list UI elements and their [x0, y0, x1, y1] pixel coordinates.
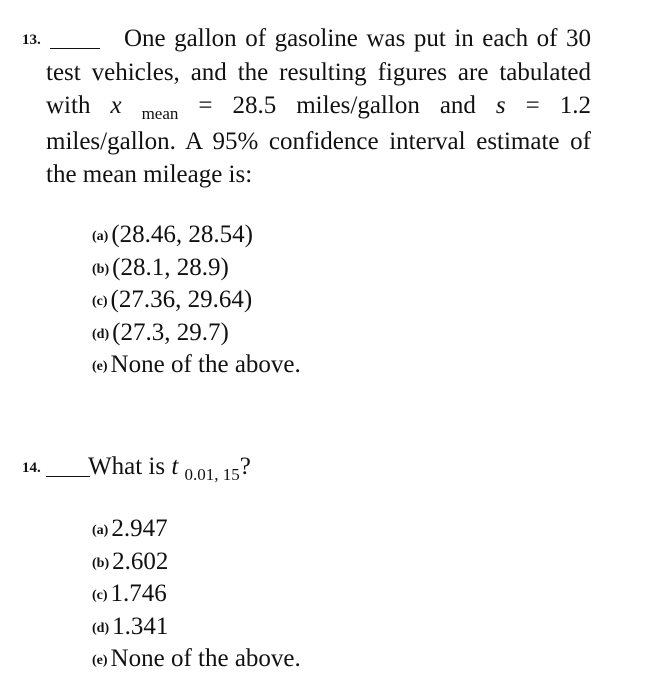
option-letter: (b) — [92, 261, 110, 277]
question-13-number: 13. — [22, 32, 41, 48]
option-text: (28.1, 28.9) — [112, 253, 229, 281]
question-14-suffix: ? — [239, 453, 251, 480]
question-13-text — [46, 22, 591, 192]
question-14-option-c — [92, 578, 301, 611]
question-13-option-a — [92, 219, 301, 252]
question-14-option-a — [92, 513, 301, 546]
option-text: (27.3, 29.7) — [112, 318, 229, 346]
option-text: 2.947 — [111, 515, 168, 542]
question-14-option-b — [92, 546, 301, 579]
option-text: 1.746 — [110, 580, 167, 607]
question-14-prefix: What is — [88, 453, 166, 480]
option-letter: (a) — [92, 229, 109, 244]
question-13-options — [92, 219, 301, 382]
variable-x: x — [110, 92, 122, 119]
question-14-option-e — [92, 643, 301, 676]
question-13-option-e — [92, 349, 301, 382]
option-text: 1.341 — [112, 612, 169, 640]
option-letter: (c) — [92, 588, 108, 603]
question-14-options — [92, 513, 301, 676]
question-13-mean-value: = 28.5 miles/gallon and — [198, 92, 476, 119]
option-text: None of the above. — [110, 351, 301, 378]
option-letter: (d) — [92, 620, 110, 636]
option-letter: (c) — [92, 294, 108, 309]
question-14-number: 14. — [22, 460, 41, 476]
variable-s: s — [495, 92, 506, 119]
question-14-text — [88, 450, 251, 485]
option-text: (27.36, 29.64) — [110, 286, 253, 313]
subscript-t: 0.01, 15 — [184, 465, 240, 484]
option-text: None of the above. — [110, 645, 301, 672]
question-13-option-d — [92, 317, 301, 350]
question-13-rest: = 1.2 miles/gallon. A 95% confidence interval estimate of the mean mileage is: — [46, 92, 592, 188]
option-letter: (e) — [92, 359, 108, 374]
question-13-option-b — [92, 252, 301, 285]
question-13-option-c — [92, 284, 301, 317]
option-text: (28.46, 28.54) — [111, 221, 253, 248]
variable-t: t — [171, 453, 179, 480]
option-letter: (d) — [92, 326, 110, 342]
subscript-mean: mean — [141, 104, 179, 123]
question-14-answer-blank — [46, 476, 90, 477]
option-letter: (a) — [92, 523, 109, 538]
option-letter: (e) — [92, 653, 108, 668]
option-text: 2.602 — [112, 547, 169, 575]
option-letter: (b) — [92, 555, 110, 571]
question-14-option-d — [92, 611, 301, 644]
question-13-intro: One gallon of gasoline was put in each of 30 test vehicles, and the resulting figures are tabulated with — [46, 25, 591, 119]
